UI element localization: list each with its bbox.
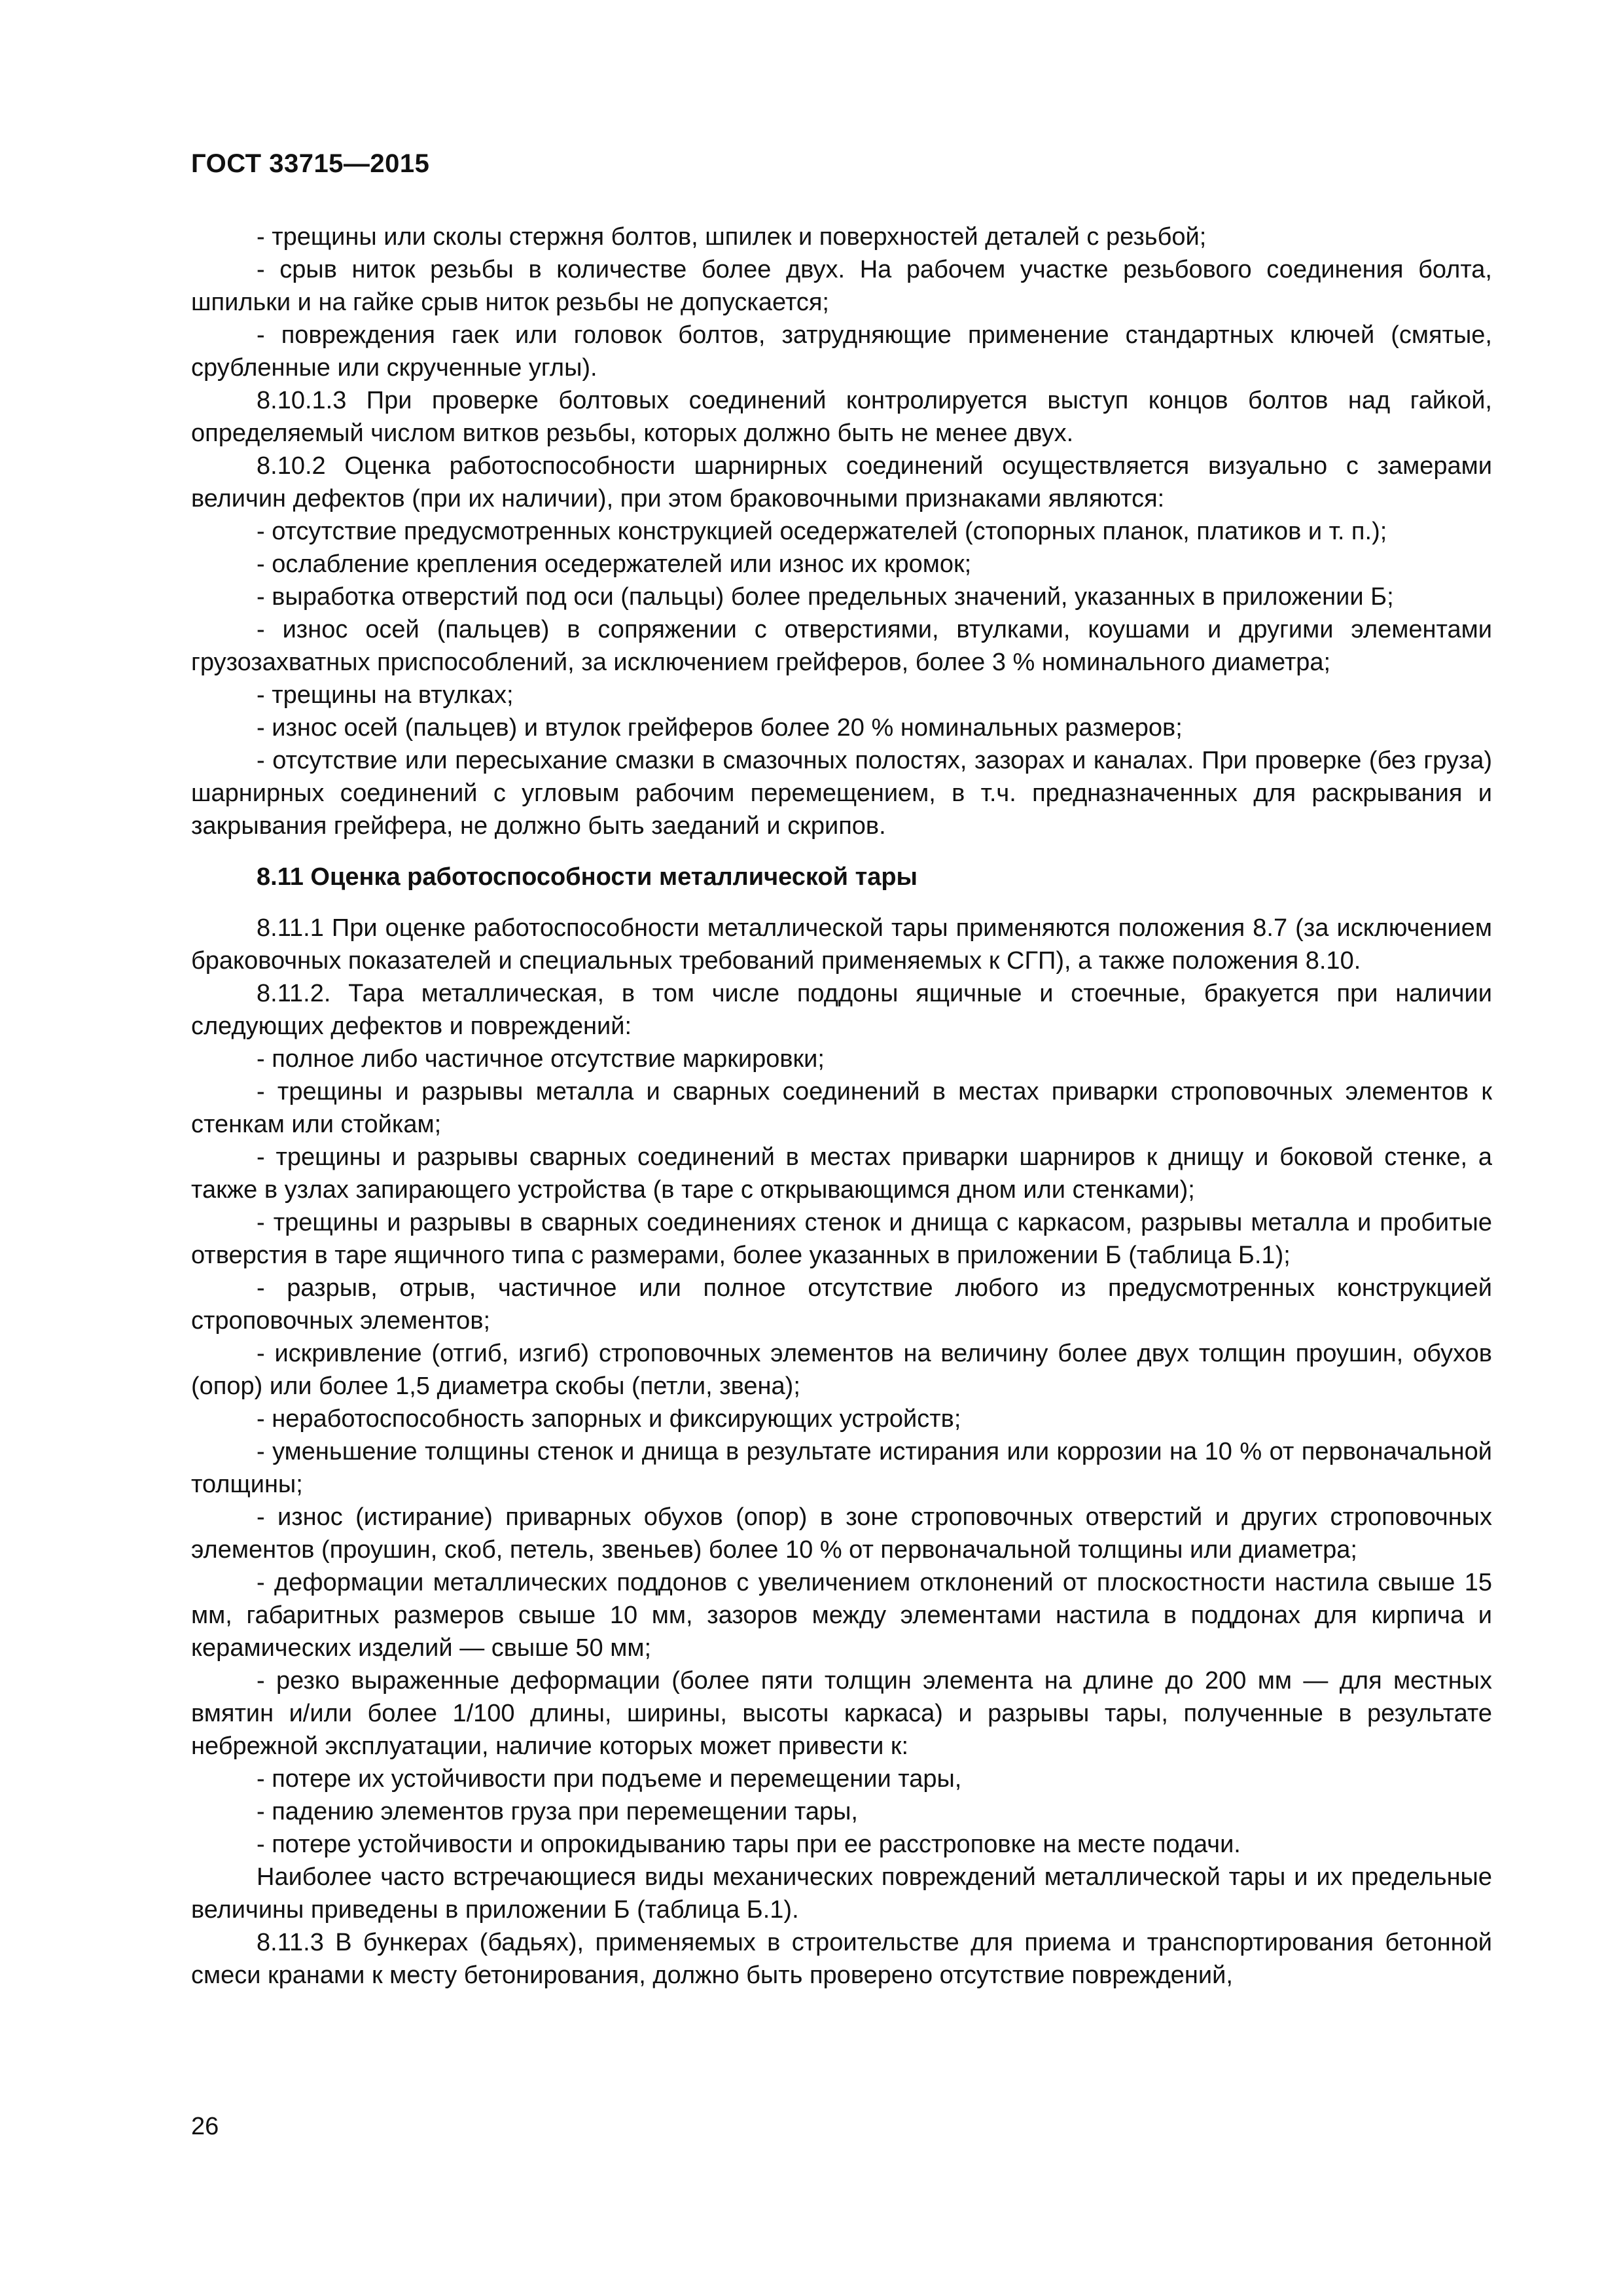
paragraph: - трещины и разрывы сварных соединений в местах приварки шарниров к днищу и боковой стенке, а также в узлах запирающего устройства (в таре с открывающимся дном или стенками);	[191, 1143, 1492, 1204]
paragraph: - срыв ниток резьбы в количестве более двух. На рабочем участке резьбового соединения болта, шпильки и на гайке срыв ниток резьбы не допускается;	[191, 256, 1492, 316]
paragraph: - трещины и разрывы металла и сварных соединений в местах приварки строповочных элементов к стенкам или стойкам;	[191, 1078, 1492, 1138]
section-heading: 8.11 Оценка работоспособности металлической тары	[257, 863, 918, 891]
paragraph: - ослабление крепления оседержателей или износ их кромок;	[257, 550, 972, 578]
paragraph: - падению элементов груза при перемещении тары,	[257, 1798, 858, 1825]
paragraph: - потере устойчивости и опрокидыванию тары при ее расстроповке на месте подачи.	[257, 1831, 1241, 1858]
paragraph: - трещины и разрывы в сварных соединениях стенок и днища с каркасом, разрывы металла и пробитые отверстия в таре ящичного типа с размерами, более указанных в приложении Б (таблица Б.1);	[191, 1209, 1492, 1269]
paragraph: - резко выраженные деформации (более пяти толщин элемента на длине до 200 мм — для местных вмятин и/или более 1/100 длины, ширины, высоты каркаса) и разрывы тары, полученные в результате небрежной эксплуатации, наличие которых может привести к:	[191, 1667, 1492, 1760]
paragraph: 8.10.2 Оценка работоспособности шарнирных соединений осуществляется визуально с замерами величин дефектов (при их наличии), при этом браковочными признаками являются:	[191, 452, 1492, 512]
paragraph: Наиболее часто встречающиеся виды механических повреждений металлической тары и их предельные величины приведены в приложении Б (таблица Б.1).	[191, 1863, 1492, 1924]
paragraph: 8.10.1.3 При проверке болтовых соединений контролируется выступ концов болтов над гайкой, определяемый числом витков резьбы, которых должно быть не менее двух.	[191, 387, 1492, 447]
document-body	[191, 221, 1492, 1992]
paragraph: - полное либо частичное отсутствие маркировки;	[257, 1045, 825, 1073]
paragraph: 8.11.2. Тара металлическая, в том числе поддоны ящичные и стоечные, бракуется при наличии следующих дефектов и повреждений:	[191, 980, 1492, 1040]
paragraph: 8.11.1 При оценке работоспособности металлической тары применяются положения 8.7 (за исключением браковочных показателей и специальных требований применяемых к СГП), а также положения 8.10.	[191, 914, 1492, 975]
paragraph: - неработоспособность запорных и фиксирующих устройств;	[257, 1405, 961, 1433]
paragraph: - уменьшение толщины стенок и днища в результате истирания или коррозии на 10 % от первоначальной толщины;	[191, 1438, 1492, 1498]
page-header-standard: ГОСТ 33715—2015	[191, 149, 430, 178]
paragraph: - разрыв, отрыв, частичное или полное отсутствие любого из предусмотренных конструкцией строповочных элементов;	[191, 1274, 1492, 1335]
paragraph: - износ (истирание) приварных обухов (опор) в зоне строповочных отверстий и других строповочных элементов (проушин, скоб, петель, звеньев) более 10 % от первоначальной толщины или диаметра;	[191, 1503, 1492, 1564]
paragraph: - потере их устойчивости при подъеме и перемещении тары,	[257, 1765, 962, 1793]
paragraph: - трещины или сколы стержня болтов, шпилек и поверхностей деталей с резьбой;	[257, 223, 1207, 251]
paragraph: - износ осей (пальцев) и втулок грейферов более 20 % номинальных размеров;	[257, 714, 1183, 742]
paragraph: - выработка отверстий под оси (пальцы) более предельных значений, указанных в приложении Б;	[257, 583, 1394, 611]
paragraph: - отсутствие или пересыхание смазки в смазочных полостях, зазорах и каналах. При проверке (без груза) шарнирных соединений с угловым рабочим перемещением, в т.ч. предназначенных для раскрывания и закрывания грейфера, не должно быть заеданий и скрипов.	[191, 747, 1492, 840]
paragraph: - деформации металлических поддонов с увеличением отклонений от плоскостности настила свыше 15 мм, габаритных размеров свыше 10 мм, зазоров между элементами настила в поддонах для кирпича и керамических изделий — свыше 50 мм;	[191, 1569, 1492, 1662]
paragraph: - отсутствие предусмотренных конструкцией оседержателей (стопорных планок, платиков и т. п.);	[257, 518, 1387, 545]
paragraph: - повреждения гаек или головок болтов, затрудняющие применение стандартных ключей (смятые, срубленные или скрученные углы).	[191, 321, 1492, 382]
paragraph: - искривление (отгиб, изгиб) строповочных элементов на величину более двух толщин проушин, обухов (опор) или более 1,5 диаметра скобы (петли, звена);	[191, 1340, 1492, 1400]
paragraph: - износ осей (пальцев) в сопряжении с отверстиями, втулками, коушами и другими элементами грузозахватных приспособлений, за исключением грейферов, более 3 % номинального диаметра;	[191, 616, 1492, 676]
page-number: 26	[191, 2113, 219, 2140]
paragraph: - трещины на втулках;	[257, 681, 514, 709]
paragraph: 8.11.3 В бункерах (бадьях), применяемых в строительстве для приема и транспортирования бетонной смеси кранами к месту бетонирования, должно быть проверено отсутствие повреждений,	[191, 1929, 1492, 1989]
